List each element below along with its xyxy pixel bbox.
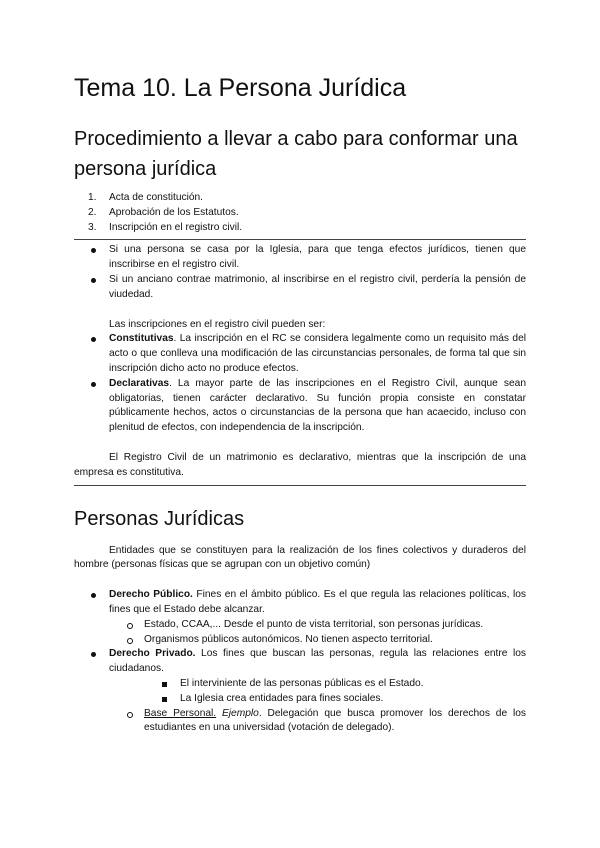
- list-item: El interviniente de las personas públicas es el Estado.: [74, 677, 526, 692]
- bullet-icon: [91, 652, 96, 657]
- list-item: Derecho Privado. Los fines que buscan las personas, regula las relaciones entre los ciudadanos.: [74, 647, 526, 677]
- section-heading-personas-juridicas: Personas Jurídicas: [74, 507, 245, 530]
- horizontal-rule: [74, 239, 526, 240]
- list-item: Estado, CCAA,... Desde el punto de vista territorial, son personas jurídicas.: [74, 618, 526, 633]
- list-item: Derecho Público. Fines en el ámbito público. Es el que regula las relaciones políticas, los fines que el Estado debe alcanzar.: [74, 588, 526, 618]
- closing-paragraph: El Registro Civil de un matrimonio es declarativo, mientras que la inscripción de una empresa es constitutiva.: [74, 451, 526, 478]
- bullet-icon: [91, 593, 96, 598]
- bullet-icon: [91, 382, 96, 387]
- types-intro: Las inscripciones en el registro civil pueden ser:: [109, 318, 326, 330]
- bullet-icon: [91, 248, 96, 253]
- circle-bullet-icon: [127, 623, 133, 629]
- document-page: [74, 70, 526, 736]
- list-item: Si una persona se casa por la Iglesia, para que tenga efectos jurídicos, tienen que inscribirse en el registro civil.: [74, 243, 526, 273]
- bullet-icon: [91, 278, 96, 283]
- list-item: 1. Acta de constitución.: [88, 192, 204, 203]
- list-item: Organismos públicos autonómicos. No tienen aspecto territorial.: [74, 633, 526, 648]
- list-item: La Iglesia crea entidades para fines sociales.: [74, 692, 526, 707]
- list-item: Base Personal. Ejemplo. Delegación que busca promover los derechos de los estudiantes en una universidad (votación de delegado).: [74, 707, 526, 737]
- derecho-list: [74, 588, 526, 736]
- circle-bullet-icon: [127, 638, 133, 644]
- list-item: 2. Aprobación de los Estatutos.: [88, 206, 239, 218]
- list-item: 3. Inscripción en el registro civil.: [88, 221, 243, 233]
- list-item: Si un anciano contrae matrimonio, al inscribirse en el registro civil, perdería la pensión de viudedad.: [74, 273, 526, 303]
- square-bullet-icon: [162, 682, 167, 687]
- horizontal-rule: [74, 485, 526, 486]
- square-bullet-icon: [162, 697, 167, 702]
- bullet-icon: [91, 337, 96, 342]
- steps-list: [74, 191, 526, 235]
- list-item: Declarativas. La mayor parte de las inscripciones en el Registro Civil, aunque sean obligatorias, tienen carácter declarativo. Su función propia consiste en constatar públicamente hechos, actos o circunstancias de la persona que han acaecido, incluso con plenitud de efectos, con independencia de la inscripción.: [74, 377, 526, 436]
- bullet-list: [74, 243, 526, 302]
- section-heading-procedimiento: Procedimiento a llevar a cabo para conformar una persona jurídica: [74, 128, 518, 180]
- document-title: Tema 10. La Persona Jurídica: [74, 74, 407, 102]
- circle-bullet-icon: [127, 712, 133, 718]
- section-intro: Entidades que se constituyen para la realización de los fines colectivos y duraderos del hombre (personas físicas que se agrupan con un objetivo común): [74, 544, 526, 571]
- list-item: Constitutivas. La inscripción en el RC se considera legalmente como un requisito más del acto o que conlleva una modificación de las circunstancias personales, de forma tal que sin inscripción dicho acto no produce efectos.: [74, 332, 526, 376]
- types-list: [74, 332, 526, 436]
